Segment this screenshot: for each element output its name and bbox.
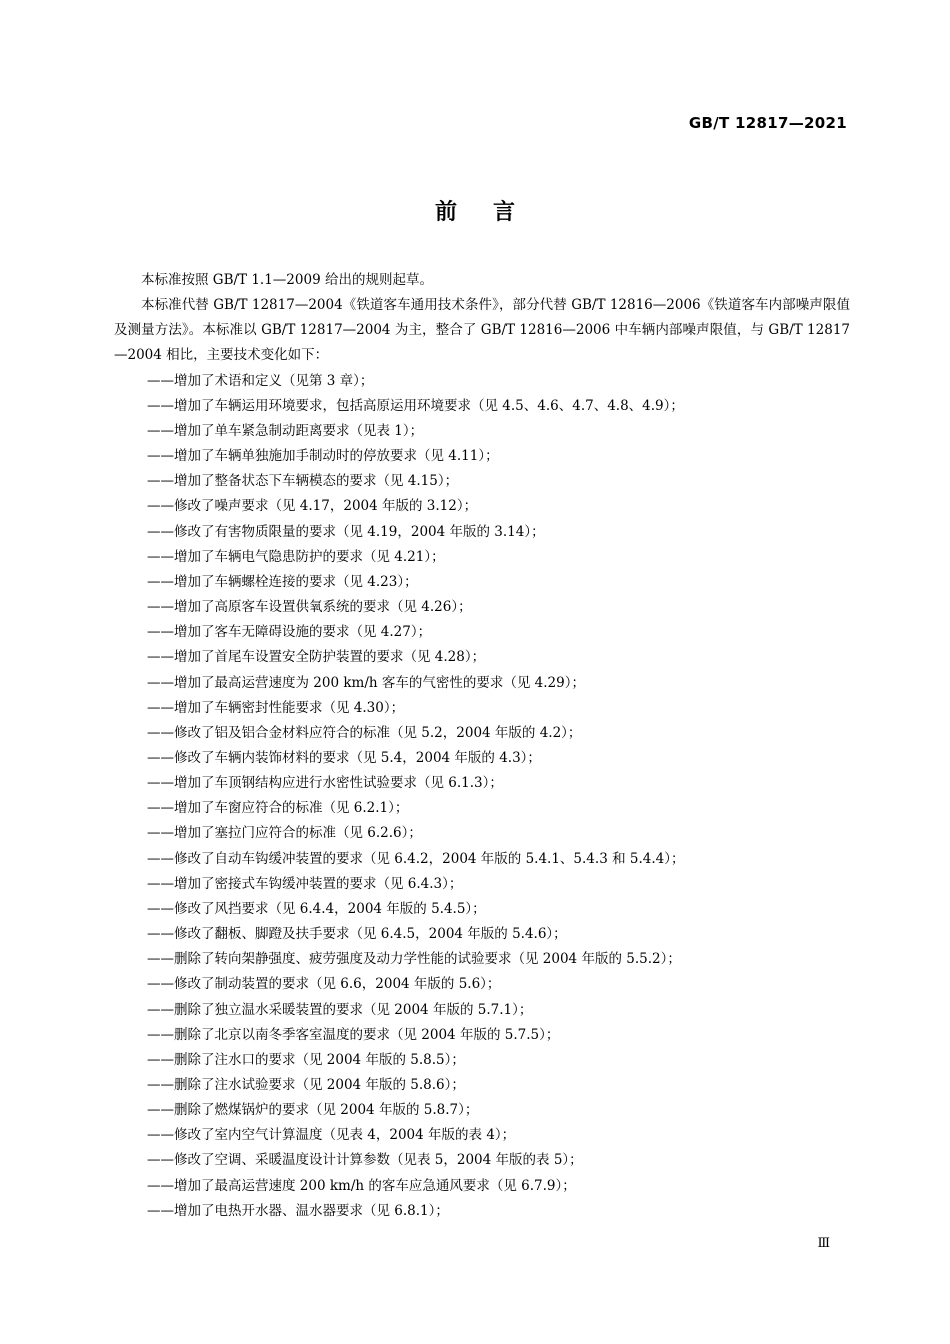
list-item: ——修改了噪声要求（见 4.17，2004 年版的 3.12）； [147,498,478,515]
list-item: ——修改了空调、采暖温度设计计算参数（见表 5，2004 年版的表 5）； [147,1152,583,1169]
list-item: ——增加了首尾车设置安全防护装置的要求（见 4.28）； [147,649,486,666]
list-item: ——删除了北京以南冬季客室温度的要求（见 2004 年版的 5.7.5）； [147,1026,560,1043]
list-item: ——增加了车辆单独施加手制动时的停放要求（见 4.11）； [147,448,499,465]
list-item: ——增加了车辆螺栓连接的要求（见 4.23）； [147,573,418,590]
list-item: ——增加了客车无障碍设施的要求（见 4.27）； [147,624,432,641]
paragraph-replacement-note: 本标准代替 GB/T 12817—2004《铁道客车通用技术条件》，部分代替 GB/T 12816—2006《铁道客车内部噪声限值及测量方法》。本标准以 GB/T 12817—2004 为主，整合了 GB/T 12816—2006 中车辆内部噪声限值，与 GB/T 12817—2004 相比，主要技术变化如下： [114,297,850,364]
list-item: ——删除了注水口的要求（见 2004 年版的 5.8.5）； [147,1051,465,1068]
list-item: ——修改了自动车钩缓冲装置的要求（见 6.4.2，2004 年版的 5.4.1、5.4.3 和 5.4.4）； [147,850,685,867]
list-item: ——修改了铝及铝合金材料应符合的标准（见 5.2，2004 年版的 4.2）； [147,724,582,741]
list-item: ——增加了整备状态下车辆模态的要求（见 4.15）； [147,473,459,490]
list-item: ——增加了车窗应符合的标准（见 6.2.1）； [147,800,409,817]
document-body [114,268,850,1224]
list-item: ——修改了制动装置的要求（见 6.6，2004 年版的 5.6）； [147,976,501,993]
list-item: ——删除了转向架静强度、疲劳强度及动力学性能的试验要求（见 2004 年版的 5.5.2）； [147,951,681,968]
technical-changes-list [114,369,850,1224]
list-item: ——修改了翻板、脚蹬及扶手要求（见 6.4.5，2004 年版的 5.4.6）； [147,926,567,943]
page-number: Ⅲ [817,1236,830,1251]
list-item: ——修改了车辆内装饰材料的要求（见 5.4，2004 年版的 4.3）； [147,749,541,766]
list-item: ——增加了密接式车钩缓冲装置的要求（见 6.4.3）； [147,875,463,892]
list-item: ——增加了单车紧急制动距离要求（见表 1）； [147,422,424,439]
list-item: ——删除了独立温水采暖装置的要求（见 2004 年版的 5.7.1）； [147,1001,533,1018]
list-item: ——增加了术语和定义（见第 3 章）； [147,372,374,389]
list-item: ——修改了有害物质限量的要求（见 4.19，2004 年版的 3.14）； [147,523,545,540]
list-item: ——增加了电热开水器、温水器要求（见 6.8.1）； [147,1202,449,1219]
list-item: ——增加了最高运营速度为 200 km/h 客车的气密性的要求（见 4.29）； [147,674,585,691]
paragraph-drafting-rule: 本标准按照 GB/T 1.1—2009 给出的规则起草。 [141,272,433,288]
list-item: ——增加了最高运营速度 200 km/h 的客车应急通风要求（见 6.7.9）； [147,1177,576,1194]
list-item: ——增加了车辆密封性能要求（见 4.30）； [147,699,405,716]
list-item: ——增加了高原客车设置供氧系统的要求（见 4.26）； [147,599,472,616]
list-item: ——增加了塞拉门应符合的标准（见 6.2.6）； [147,825,422,842]
list-item: ——增加了车辆电气隐患防护的要求（见 4.21）； [147,548,445,565]
standard-code: GB/T 12817—2021 [688,114,847,132]
page-title: 前言 [434,200,551,225]
list-item: ——删除了注水试验要求（见 2004 年版的 5.8.6）； [147,1077,465,1093]
list-item: ——增加了车顶钢结构应进行水密性试验要求（见 6.1.3）； [147,775,503,792]
list-item: ——修改了室内空气计算温度（见表 4，2004 年版的表 4）； [147,1127,516,1144]
list-item: ——删除了燃煤锅炉的要求（见 2004 年版的 5.8.7）； [147,1102,479,1119]
list-item: ——修改了风挡要求（见 6.4.4，2004 年版的 5.4.5）； [147,900,486,917]
list-item: ——增加了车辆运用环境要求，包括高原运用环境要求（见 4.5、4.6、4.7、4.8、4.9）； [147,397,684,414]
